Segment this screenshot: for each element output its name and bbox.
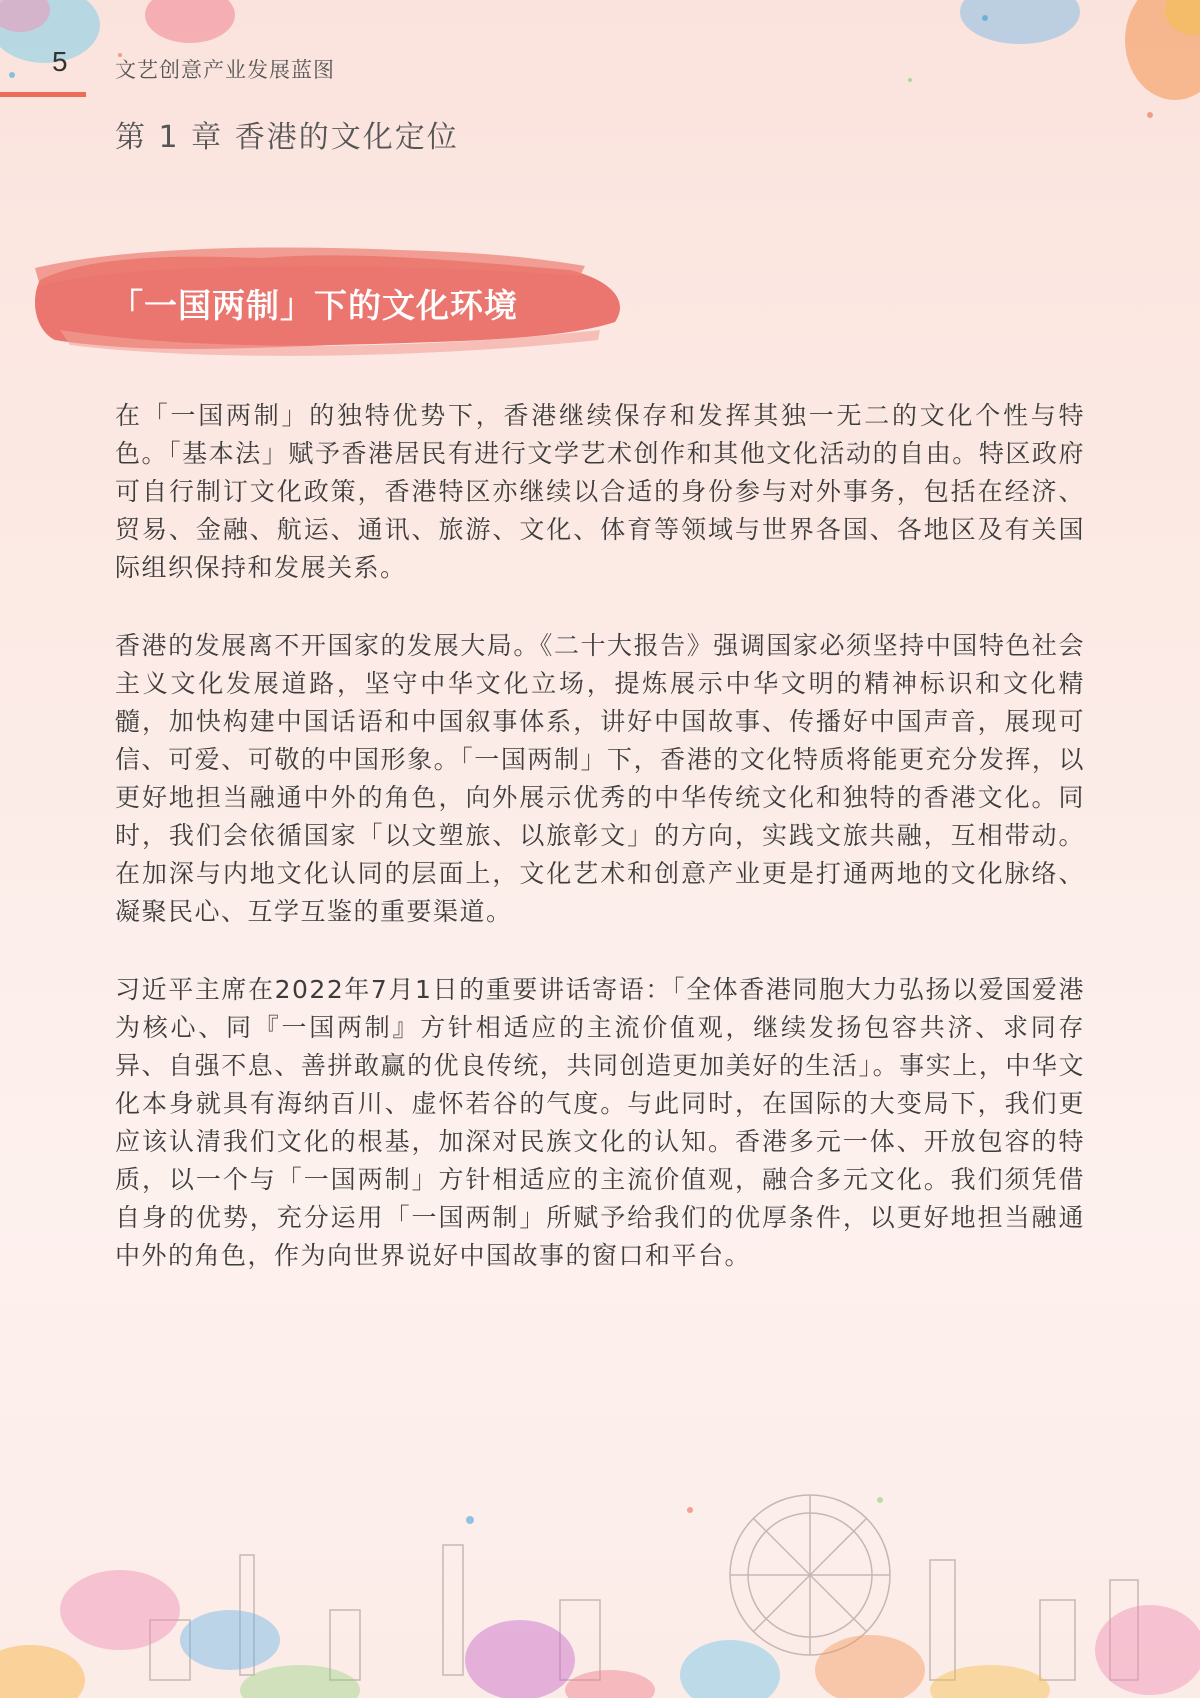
paragraph-1: 在「一国两制」的独特优势下，香港继续保存和发挥其独一无二的文化个性与特色。「基本法」赋予香港居民有进行文学艺术创作和其他文化活动的自由。特区政府可自行制订文化政策，香港特区亦继续以合适的身份参与对外事务，包括在经济、贸易、金融、航运、通讯、旅游、文化、体育等领域与世界各国、各地区及有关国际组织保持和发展关系。 xyxy=(115,401,1085,582)
chapter-title: 第 1 章 香港的文化定位 xyxy=(115,120,459,155)
paragraph-3: 习近平主席在2022年7月1日的重要讲话寄语：「全体香港同胞大力弘扬以爱国爱港为核心、同『一国两制』方针相适应的主流价值观，继续发扬包容共济、求同存异、自强不息、善拼敢赢的优良传统，共同创造更加美好的生活」。事实上，中华文化本身就具有海纳百川、虚怀若谷的气度。与此同时，在国际的大变局下，我们更应该认清我们文化的根基，加深对民族文化的认知。香港多元一体、开放包容的特质，以一个与「一国两制」方针相适应的主流价值观，融合多元文化。我们须凭借自身的优势，充分运用「一国两制」所赋予给我们的优厚条件，以更好地担当融通中外的角色，作为向世界说好中国故事的窗口和平台。 xyxy=(115,975,1085,1270)
page-number: 5 xyxy=(52,46,68,77)
top-right-paint-splash xyxy=(908,0,1200,118)
document-title: 文艺创意产业发展蓝图 xyxy=(115,58,335,82)
body-text xyxy=(115,397,1085,1315)
paragraph-2: 香港的发展离不开国家的发展大局。《二十大报告》强调国家必须坚持中国特色社会主义文化发展道路，坚守中华文化立场，提炼展示中华文明的精神标识和文化精髓，加快构建中国话语和中国叙事体系，讲好中国故事、传播好中国声音，展现可信、可爱、可敬的中国形象。「一国两制」下，香港的文化特质将能更充分发挥，以更好地担当融通中外的角色，向外展示优秀的中华传统文化和独特的香港文化。同时，我们会依循国家「以文塑旅、以旅彰文」的方向，实践文旅共融，互相带动。在加深与内地文化认同的层面上，文化艺术和创意产业更是打通两地的文化脉络、凝聚民心、互学互鉴的重要渠道。 xyxy=(115,631,1085,926)
header-accent-rule xyxy=(0,92,86,97)
section-title: 「一国两制」下的文化环境 xyxy=(110,286,518,325)
bottom-city-skyline xyxy=(150,1495,1138,1680)
